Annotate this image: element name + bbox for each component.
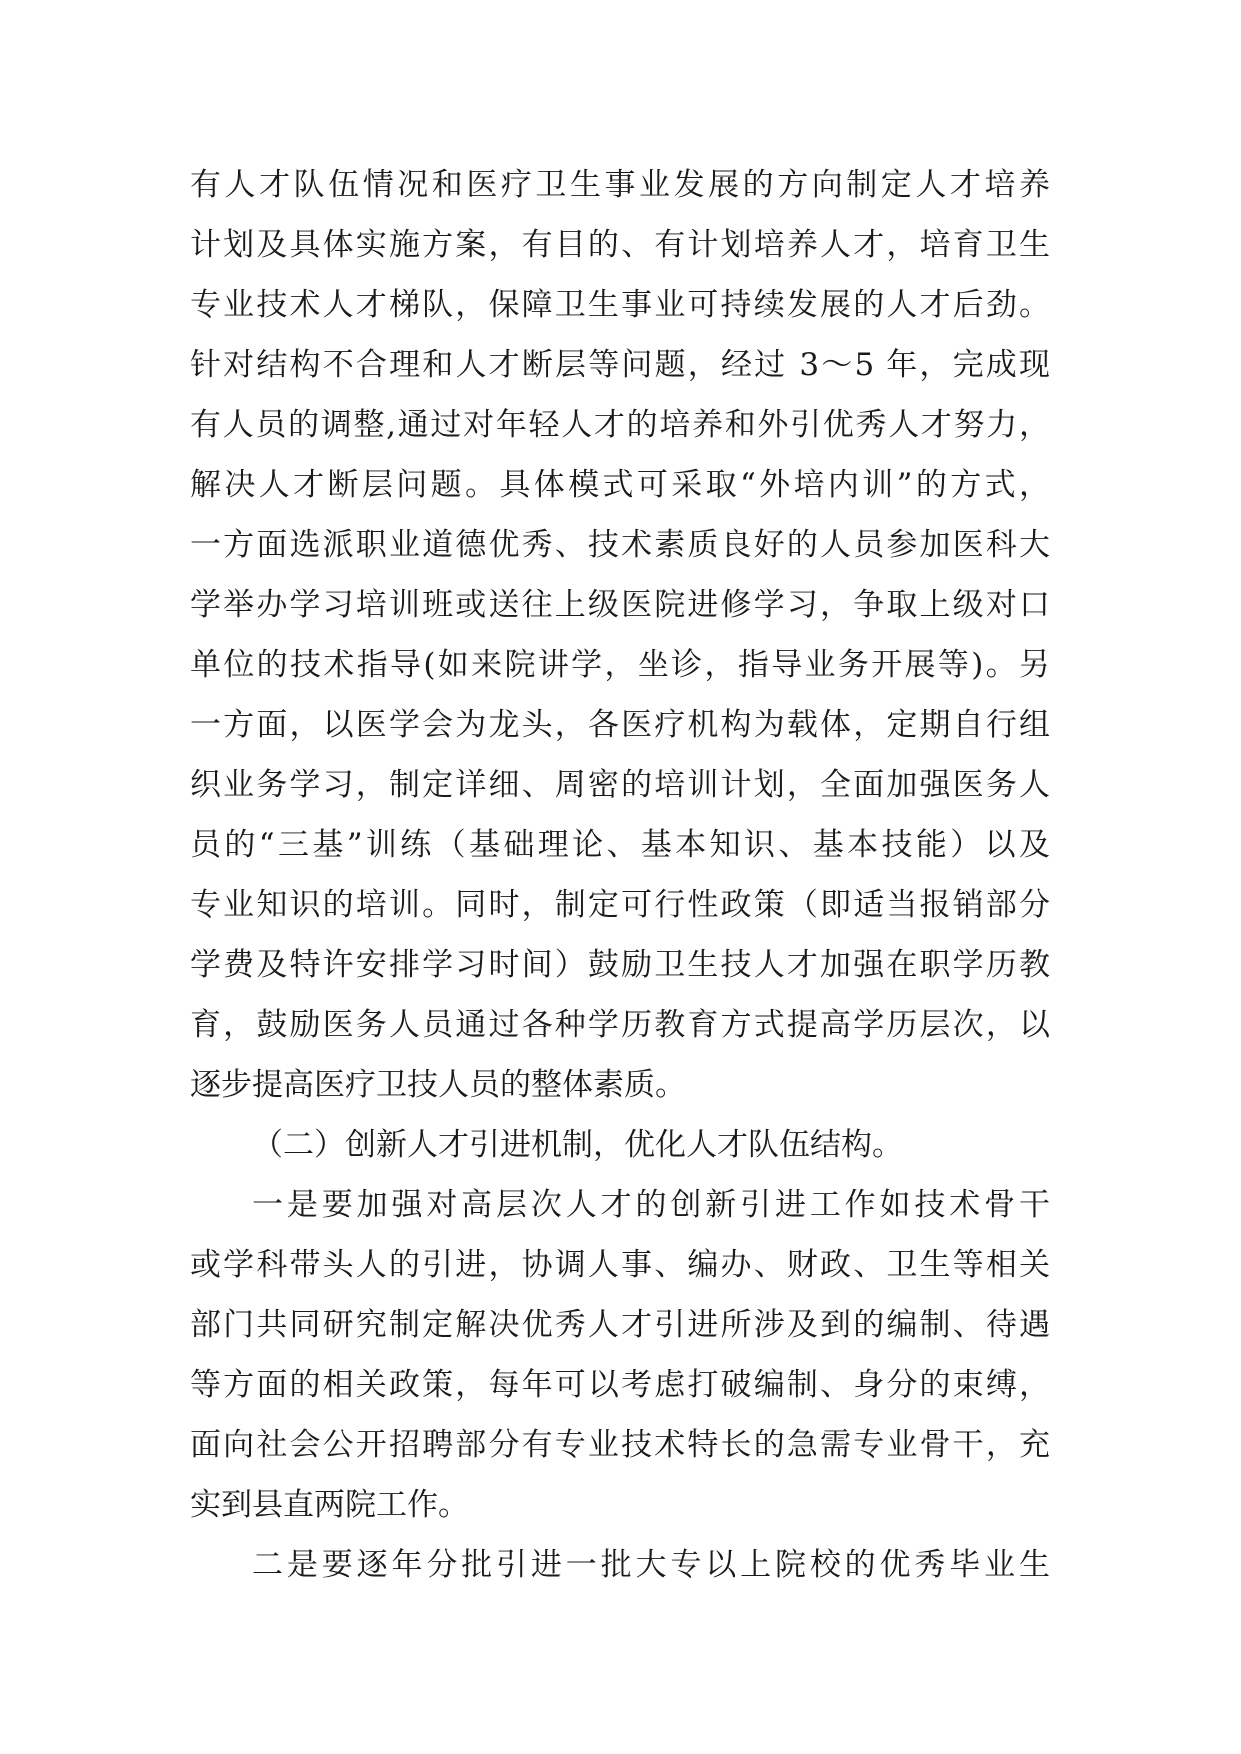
paragraph-line: 学举办学习培训班或送往上级医院进修学习，争取上级对口 (190, 587, 1050, 623)
paragraph-line: 解决人才断层问题。具体模式可采取“外培内训”的方式， (190, 467, 1050, 503)
paragraph-line: 专业知识的培训。同时，制定可行性政策（即适当报销部分 (190, 887, 1050, 923)
section-heading: （二）创新人才引进机制，优化人才队伍结构。 (252, 1127, 903, 1163)
paragraph-line: 或学科带头人的引进，协调人事、编办、财政、卫生等相关 (190, 1247, 1050, 1283)
paragraph-line: 针对结构不合理和人才断层等问题，经过 3～5 年，完成现 (190, 347, 1050, 383)
paragraph-line: 面向社会公开招聘部分有专业技术特长的急需专业骨干，充 (190, 1427, 1050, 1463)
paragraph-line: 部门共同研究制定解决优秀人才引进所涉及到的编制、待遇 (190, 1307, 1050, 1343)
paragraph-line: 有人才队伍情况和医疗卫生事业发展的方向制定人才培养 (190, 167, 1050, 203)
paragraph-line: 一方面，以医学会为龙头，各医疗机构为载体，定期自行组 (190, 707, 1050, 743)
paragraph-line: 专业技术人才梯队，保障卫生事业可持续发展的人才后劲。 (190, 287, 1050, 323)
paragraph-line: 一方面选派职业道德优秀、技术素质良好的人员参加医科大 (190, 527, 1050, 563)
paragraph-line: 织业务学习，制定详细、周密的培训计划，全面加强医务人 (190, 767, 1050, 803)
paragraph-line: 员的“三基”训练（基础理论、基本知识、基本技能）以及 (190, 827, 1050, 863)
paragraph-line: 实到县直两院工作。 (190, 1487, 469, 1523)
paragraph-line: 一是要加强对高层次人才的创新引进工作如技术骨干 (252, 1187, 1050, 1223)
paragraph-line: 单位的技术指导(如来院讲学，坐诊，指导业务开展等)。另 (190, 647, 1050, 683)
paragraph-line: 等方面的相关政策，每年可以考虑打破编制、身分的束缚， (190, 1367, 1050, 1403)
paragraph-line: 学费及特许安排学习时间）鼓励卫生技人才加强在职学历教 (190, 947, 1050, 983)
paragraph-line: 二是要逐年分批引进一批大专以上院校的优秀毕业生 (252, 1547, 1050, 1583)
paragraph-line: 逐步提高医疗卫技人员的整体素质。 (190, 1067, 686, 1103)
paragraph-line: 育，鼓励医务人员通过各种学历教育方式提高学历层次，以 (190, 1007, 1050, 1043)
paragraph-line: 有人员的调整,通过对年轻人才的培养和外引优秀人才努力， (190, 407, 1050, 443)
paragraph-line: 计划及具体实施方案，有目的、有计划培养人才，培育卫生 (190, 227, 1050, 263)
